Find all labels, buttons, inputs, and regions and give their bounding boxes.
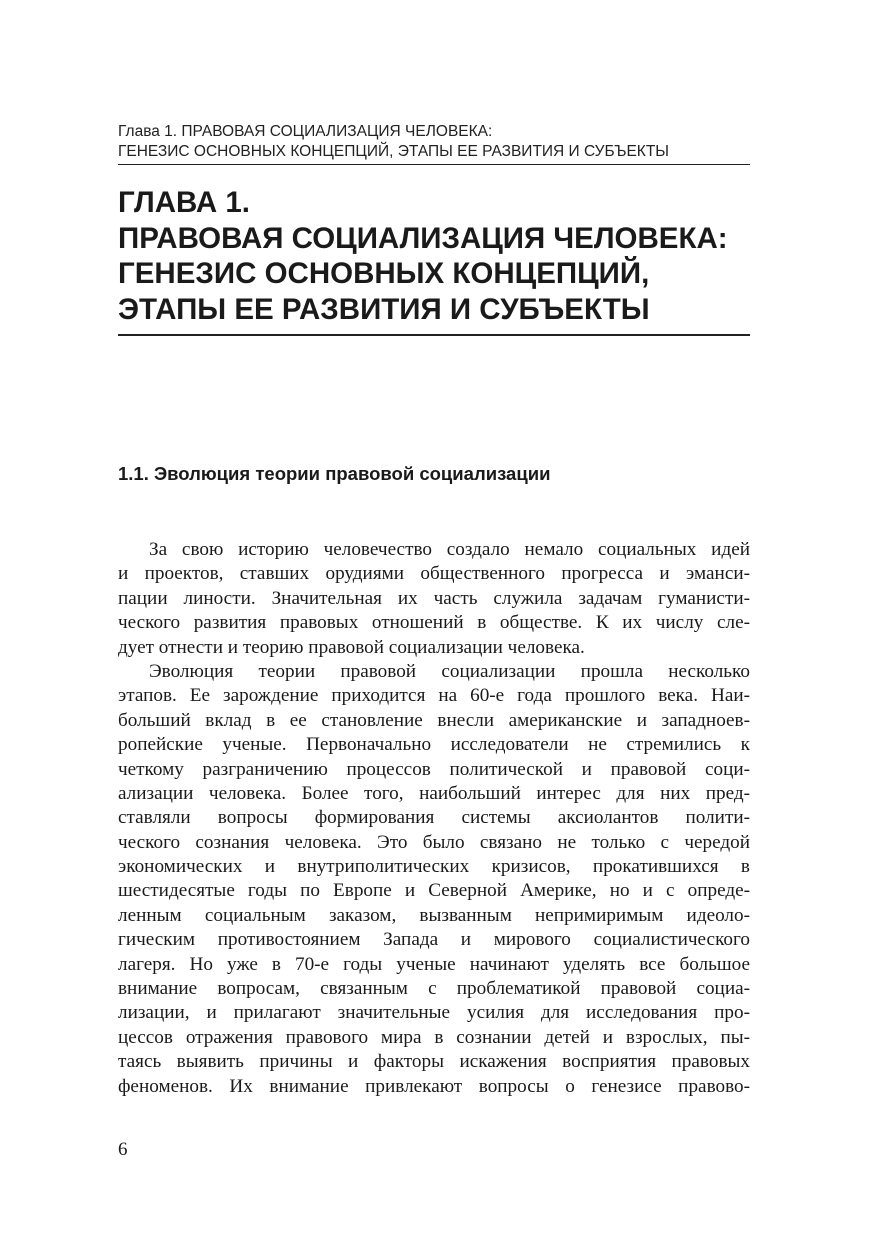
page-number: 6 [118,1139,128,1160]
running-head-rule [118,164,750,165]
chapter-title-line: ГЕНЕЗИС ОСНОВНЫХ КОНЦЕПЦИЙ, [118,257,650,290]
text-line: ставляли вопросы формирования системы аксиолантов полити- [118,807,750,829]
text-line: ленным социальным заказом, вызванным непримиримым идеоло- [118,904,750,926]
text-line: ализации человека. Более того, наибольший интерес для них пред- [118,782,750,804]
chapter-title-line: ГЛАВА 1. [118,186,250,219]
text-line: лизации, и прилагают значительные усилия для исследования про- [118,1002,750,1024]
section-heading: 1.1. Эволюция теории правовой социализации [118,463,551,484]
text-line: гическим противостоянием Запада и мирового социалистического [118,929,750,951]
body-text [118,538,750,1099]
text-line: ческого развития правовых отношений в обществе. К их числу сле- [118,612,750,634]
running-head-line: Глава 1. ПРАВОВАЯ СОЦИАЛИЗАЦИЯ ЧЕЛОВЕКА: [118,123,493,140]
text-line: цессов отражения правового мира в сознании детей и взрослых, пы- [118,1026,750,1048]
text-line: экономических и внутриполитических кризисов, прокатившихся в [118,856,750,878]
text-line: и проектов, ставших орудиями общественного прогресса и эманси- [118,563,750,585]
text-line: пации линости. Значительная их часть служила задачам гуманисти- [118,587,750,609]
chapter-title-line: ЭТАПЫ ЕЕ РАЗВИТИЯ И СУБЪЕКТЫ [118,292,650,326]
text-line: ропейские ученые. Первоначально исследователи не стремились к [118,734,750,756]
text-line: четкому разграничению процессов политической и правовой соци- [118,758,750,780]
text-line: феноменов. Их внимание привлекают вопросы о генезисе правово- [118,1075,750,1097]
text-line: шестидесятые годы по Европе и Северной Америке, но и с опреде- [118,880,750,902]
text-line: внимание вопросам, связанным с проблематикой правовой социа- [118,978,750,1000]
text-line: больший вклад в ее становление внесли американские и западноев- [118,709,750,731]
text-line: За свою историю человечество создало немало социальных идей [149,539,750,560]
text-line: дует отнести и теорию правовой социализации человека. [118,636,585,658]
text-line: этапов. Ее зарождение приходится на 60-е года прошлого века. Наи- [118,685,750,707]
text-line: Эволюция теории правовой социализации прошла несколько [149,660,750,682]
chapter-title-line: ПРАВОВАЯ СОЦИАЛИЗАЦИЯ ЧЕЛОВЕКА: [118,221,728,255]
text-line: таясь выявить причины и факторы искажения восприятия правовых [118,1051,750,1073]
chapter-title [118,185,758,327]
running-head [118,122,750,162]
text-line: лагеря. Но уже в 70-е годы ученые начинают уделять все большое [118,953,750,975]
chapter-rule [118,334,750,336]
text-line: ческого сознания человека. Это было связано не только с чередой [118,831,750,853]
running-head-line: ГЕНЕЗИС ОСНОВНЫХ КОНЦЕПЦИЙ, ЭТАПЫ ЕЕ РАЗВИТИЯ И СУБЪЕКТЫ [118,143,670,160]
